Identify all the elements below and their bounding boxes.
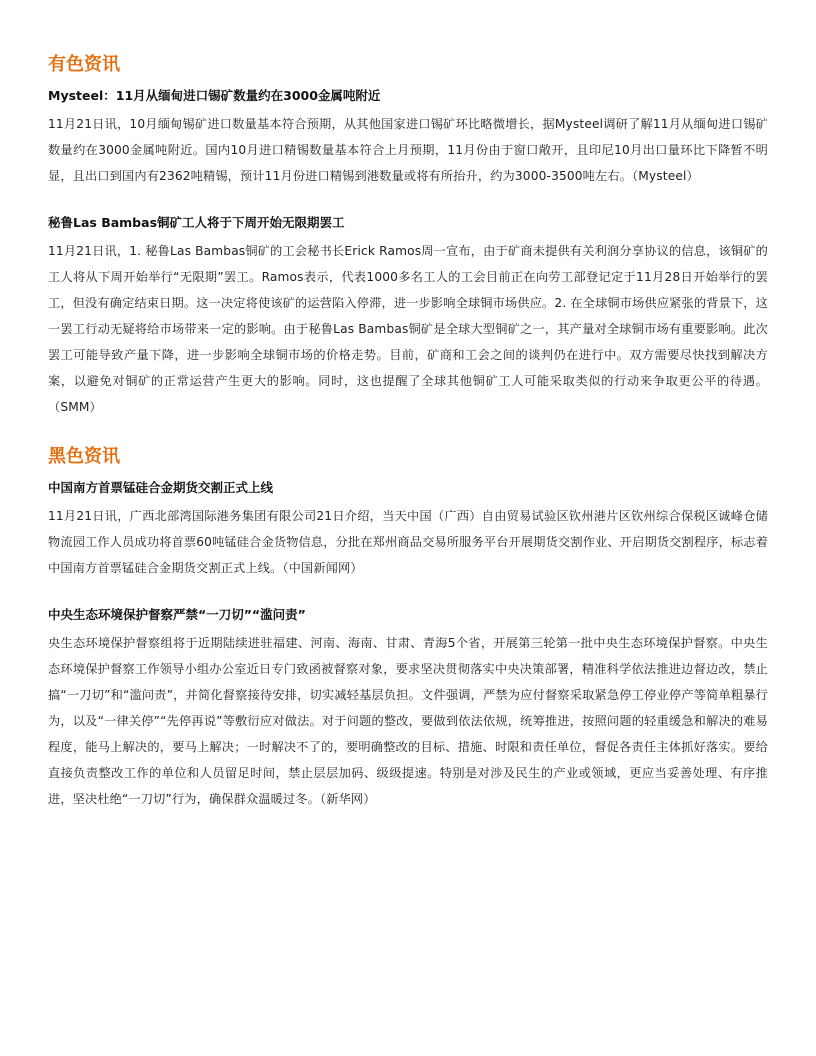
- article-body: 央生态环境保护督察组将于近期陆续进驻福建、河南、海南、甘肃、青海5个省，开展第三轮第一批中央生态环境保护督察。中央生态环境保护督察工作领导小组办公室近日专门致函被督察对象，要求坚决贯彻落实中央决策部署，精准科学依法推进边督边改，禁止搞“一刀切”和“滥问责”，并简化督察接待安排，切实减轻基层负担。文件强调，严禁为应付督察采取紧急停工停业停产等简单粗暴行为，以及“一律关停”“先停再说”等敷衍应对做法。对于问题的整改，要做到依法依规，统筹推进，按照问题的轻重缓急和解决的难易程度，能马上解决的，要马上解决；一时解决不了的，要明确整改的目标、措施、时限和责任单位，督促各责任主体抓好落实。要给直接负责整改工作的单位和人员留足时间，禁止层层加码、级级提速。特别是对涉及民生的产业或领域，更应当妥善处理、有序推进，坚决杜绝“一刀切”行为，确保群众温暖过冬。（新华网）: [48, 636, 768, 806]
- news-page: [48, 52, 768, 836]
- article: [48, 605, 768, 812]
- article-title: 秘鲁Las Bambas铜矿工人将于下周开始无限期罢工: [48, 215, 345, 230]
- section-title: 黑色资讯: [48, 446, 120, 467]
- article-body: 11月21日讯，1. 秘鲁Las Bambas铜矿的工会秘书长Erick Ramos周一宣布，由于矿商未提供有关利润分享协议的信息，该铜矿的工人将从下周开始举行“无限期”罢工。Ramos表示，代表1000多名工人的工会目前正在向劳工部登记定于11月28日开始举行的罢工，但没有确定结束日期。这一决定将使该矿的运营陷入停滞，进一步影响全球铜市场供应。2. 在全球铜市场供应紧张的背景下，这一罢工行动无疑将给市场带来一定的影响。由于秘鲁Las Bambas铜矿是全球大型铜矿之一，其产量对全球铜市场有重要影响。此次罢工可能导致产量下降，进一步影响全球铜市场的价格走势。目前，矿商和工会之间的谈判仍在进行中。双方需要尽快找到解决方案，以避免对铜矿的正常运营产生更大的影响。同时，这也提醒了全球其他铜矿工人可能采取类似的行动来争取更公平的待遇。（SMM）: [48, 244, 768, 414]
- section-title: 有色资讯: [48, 54, 120, 75]
- section-nonferrous: [48, 52, 768, 420]
- article-title: 中国南方首票锰硅合金期货交割正式上线: [48, 480, 274, 495]
- article-title: Mysteel：11月从缅甸进口锡矿数量约在3000金属吨附近: [48, 88, 381, 103]
- article-title: 中央生态环境保护督察严禁“一刀切”“滥问责”: [48, 607, 306, 622]
- section-ferrous: [48, 444, 768, 812]
- article: [48, 213, 768, 420]
- article: [48, 478, 768, 581]
- article: [48, 86, 768, 189]
- article-body: 11月21日讯，10月缅甸锡矿进口数量基本符合预期，从其他国家进口锡矿环比略微增长，据Mysteel调研了解11月从缅甸进口锡矿数量约在3000金属吨附近。国内10月进口精锡数量基本符合上月预期，11月份由于窗口敞开，且印尼10月出口量环比下降暂不明显，且出口到国内有2362吨精锡，预计11月份进口精锡到港数量或将有所抬升，约为3000-3500吨左右。（Mysteel）: [48, 117, 768, 183]
- article-body: 11月21日讯，广西北部湾国际港务集团有限公司21日介绍，当天中国（广西）自由贸易试验区钦州港片区钦州综合保税区诚峰仓储物流园工作人员成功将首票60吨锰硅合金货物信息，分批在郑州商品交易所服务平台开展期货交割作业、开启期货交割程序，标志着中国南方首票锰硅合金期货交割正式上线。（中国新闻网）: [48, 509, 768, 575]
